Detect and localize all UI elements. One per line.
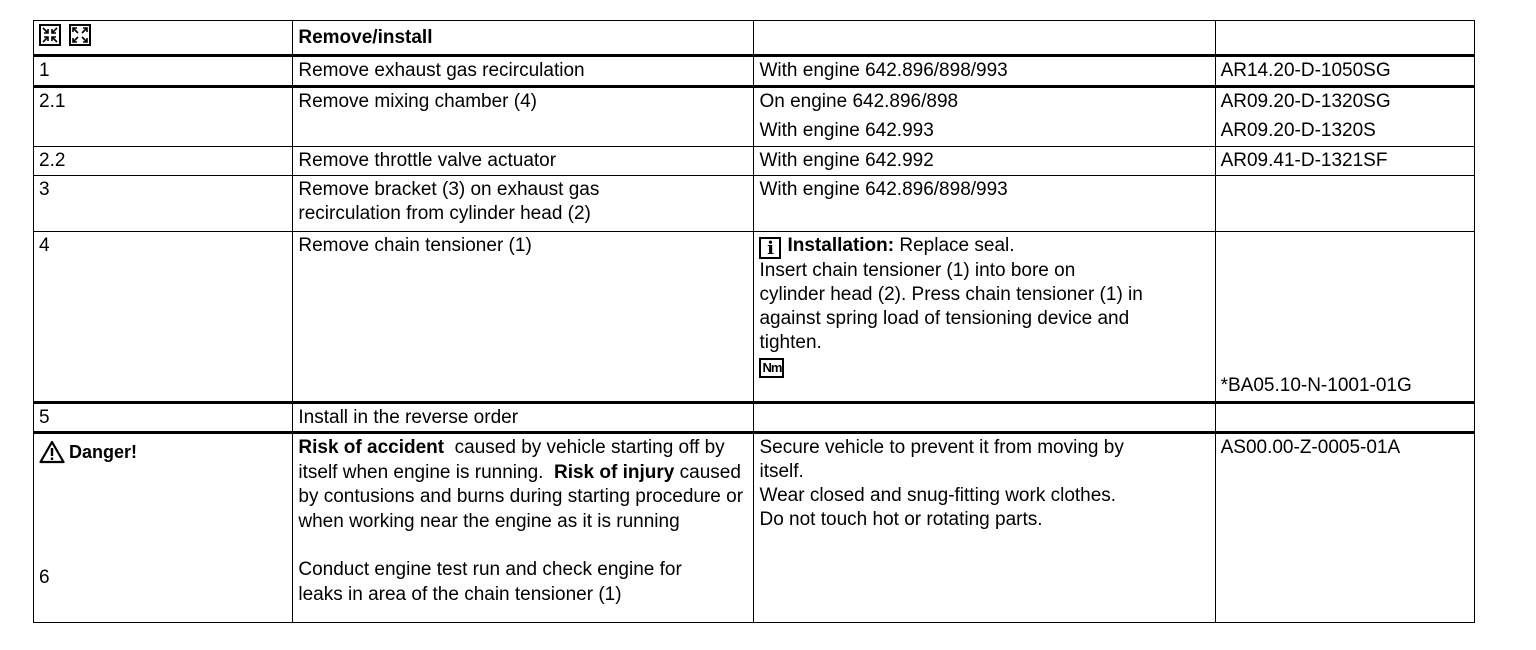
step-reference: [1215, 403, 1474, 433]
reference-line: AR09.20-D-1320SG: [1220, 91, 1391, 112]
installation-note: [754, 232, 1215, 403]
step-condition: [754, 87, 1215, 147]
step-reference: AR09.41-D-1321SF: [1215, 147, 1474, 176]
danger-step-cell: [34, 433, 293, 623]
step-reference: AR14.20-D-1050SG: [1215, 56, 1474, 87]
step-number: 2.2: [34, 147, 293, 176]
step-condition: With engine 642.896/898/993: [754, 56, 1215, 87]
header-empty-4: [1215, 21, 1474, 56]
torque-reference: *BA05.10-N-1001-01G: [1220, 375, 1412, 396]
header-row: [34, 21, 1475, 56]
risk-accident-text: caused by vehicle starting off by itself when engine is running.: [298, 437, 725, 483]
installation-heading: [759, 234, 1209, 259]
risk-text: [298, 436, 748, 558]
step-number: 5: [34, 403, 293, 433]
step-condition: [754, 403, 1215, 433]
condition-line: On engine 642.896/898: [759, 91, 959, 112]
procedure-table: [33, 20, 1475, 623]
reference-line: AR09.20-D-1320S: [1220, 120, 1376, 141]
measure-line: Do not touch hot or rotating parts.: [759, 509, 1043, 530]
info-icon: i: [759, 237, 781, 259]
header-title: Remove/install: [293, 21, 754, 56]
step-number: 3: [34, 176, 293, 232]
danger-measures-cell: [754, 433, 1215, 623]
risk-injury-label: Risk of injury: [553, 461, 675, 483]
remove-icon: [39, 24, 61, 46]
measure-line: Secure vehicle to prevent it from moving by: [759, 437, 1124, 458]
table-row: [34, 56, 1475, 87]
danger-row: [34, 433, 1475, 623]
installation-label: Installation:: [787, 235, 895, 256]
measure-line: Wear closed and snug-fitting work clothes.: [759, 485, 1117, 506]
risk-injury-text: caused by contusions and burns during starting procedure or when working near the engine as it is running: [298, 461, 744, 532]
table-row: [34, 232, 1475, 403]
action-line: Conduct engine test run and check engine for: [298, 559, 682, 580]
action-line: recirculation from cylinder head (2): [298, 203, 591, 224]
warning-triangle-icon: [39, 440, 65, 464]
header-icons-cell: [34, 21, 293, 56]
step-action: [293, 176, 754, 232]
step-action: Remove throttle valve actuator: [293, 147, 754, 176]
step-condition: With engine 642.992: [754, 147, 1215, 176]
step-reference: [1215, 176, 1474, 232]
action-line: Remove bracket (3) on exhaust gas: [298, 179, 600, 200]
installation-line: cylinder head (2). Press chain tensioner (1) in: [759, 284, 1143, 305]
step-reference: [1215, 232, 1474, 403]
action-line: leaks in area of the chain tensioner (1): [298, 583, 622, 605]
step-reference: [1215, 87, 1474, 147]
install-icon: [69, 24, 91, 46]
measure-line: itself.: [759, 461, 804, 482]
installation-line: tighten.: [759, 332, 822, 353]
torque-nm-icon: Nm: [759, 358, 784, 378]
header-empty-3: [754, 21, 1215, 56]
installation-text: Replace seal.: [899, 235, 1015, 256]
step-action: Remove exhaust gas recirculation: [293, 56, 754, 87]
danger-heading: [39, 438, 137, 464]
step-condition: With engine 642.896/898/993: [754, 176, 1215, 232]
step-number: 1: [34, 56, 293, 87]
table-row: [34, 176, 1475, 232]
installation-line: Insert chain tensioner (1) into bore on: [759, 260, 1076, 281]
installation-line: against spring load of tensioning device and: [759, 308, 1130, 329]
table-row: [34, 87, 1475, 147]
step-action: Remove chain tensioner (1): [293, 232, 754, 403]
step-action: Remove mixing chamber (4): [293, 87, 754, 147]
step-number: 4: [34, 232, 293, 403]
danger-label: Danger!: [69, 442, 138, 462]
danger-risk-cell: [293, 433, 754, 623]
risk-accident-label: Risk of accident: [298, 437, 445, 458]
step-action: Install in the reverse order: [293, 403, 754, 433]
document-page: [33, 20, 1475, 623]
condition-line: With engine 642.993: [759, 120, 934, 141]
table-row: [34, 403, 1475, 433]
step-number: 2.1: [34, 87, 293, 147]
danger-reference: AS00.00-Z-0005-01A: [1215, 433, 1474, 623]
table-row: [34, 147, 1475, 176]
step-number: 6: [39, 567, 50, 588]
